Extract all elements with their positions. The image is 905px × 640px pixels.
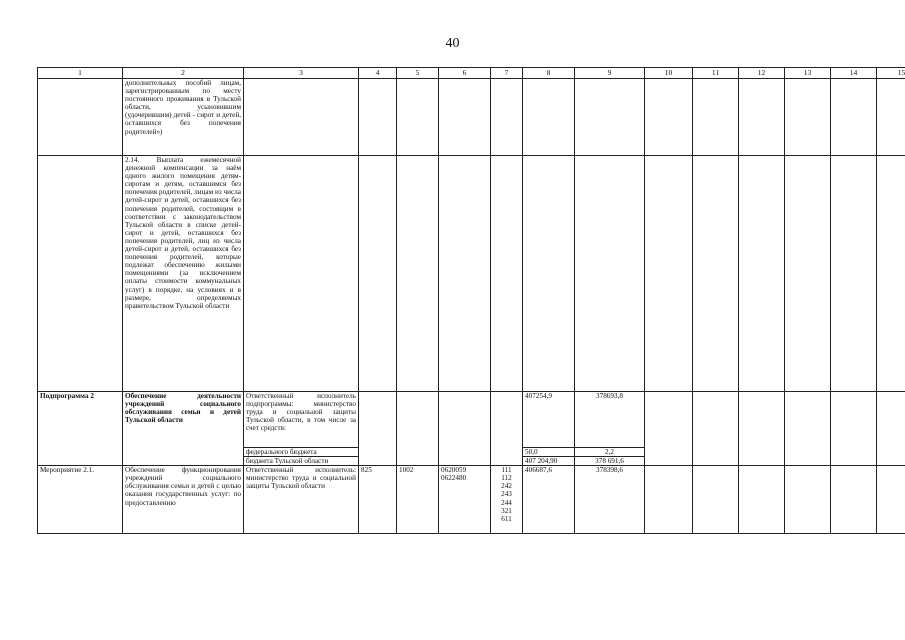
target-article-code: 0620059 — [441, 466, 467, 475]
col-header: 9 — [575, 68, 645, 79]
col-header: 10 — [645, 68, 693, 79]
col-header: 11 — [693, 68, 739, 79]
amount-value: 407 204,90 — [523, 457, 575, 466]
col-header: 12 — [739, 68, 785, 79]
table-row — [38, 156, 905, 392]
funding-source: бюджета Тульской области — [244, 457, 359, 466]
amount-value: 407254,9 — [523, 392, 575, 448]
expense-type-code: 112 — [501, 474, 512, 483]
col-header: 3 — [244, 68, 359, 79]
subprogram-title: Обеспечение деятельности учреждений социального обслуживания семьи и детей Тульской области — [123, 392, 244, 466]
amount-value: 50,0 — [523, 448, 575, 457]
expense-type-code: 243 — [501, 490, 512, 499]
measure-label: Мероприятие 2.1. — [38, 466, 123, 534]
ministry-code: 825 — [359, 466, 397, 534]
col-header: 6 — [439, 68, 491, 79]
target-article-code: 0622480 — [441, 474, 467, 483]
col-header: 2 — [123, 68, 244, 79]
budget-table — [37, 67, 905, 534]
col-header: 8 — [523, 68, 575, 79]
funding-source: федерального бюджета — [244, 448, 359, 457]
expense-type-code: 111 — [501, 466, 512, 475]
section-code: 1002 — [397, 466, 439, 534]
amount-value: 2,2 — [575, 448, 645, 457]
measure-row — [38, 466, 905, 534]
measure-description: дополнительных пособий лицам, зарегистрированным по месту постоянного проживания в Тульской области, усыновившим (удочерившим) детей - сирот и детей, оставшихся без попечения родителей») — [123, 79, 244, 156]
amount-value: 406687,6 — [523, 466, 575, 534]
col-header: 14 — [831, 68, 877, 79]
expense-type-code: 611 — [501, 514, 512, 523]
responsible-executor: Ответственный исполнитель: министерство труда и социальной защиты Тульской области — [244, 466, 359, 534]
measure-description: Обеспечение функционирования учреждений социального обслуживания семьи и детей с целью оказания государственных услуг: по предоставлению — [123, 466, 244, 534]
expense-type-code: 321 — [501, 506, 512, 515]
amount-value: 378398,6 — [575, 466, 645, 534]
column-number-row — [38, 68, 905, 79]
col-header: 13 — [785, 68, 831, 79]
col-header: 5 — [397, 68, 439, 79]
col-header: 4 — [359, 68, 397, 79]
col-header: 7 — [491, 68, 523, 79]
subprogram-row — [38, 392, 905, 448]
measure-description: 2.14. Выплата ежемесячной денежной компенсации за наём одного жилого помещения детям-сиротам и детям, оставшимся без попечения родителей, лицам из числа детей-сирот и детей, оставшихся без попечения родителей, состоящим в соответствии с законодательством Тульской области в списке детей-сирот и детей, оставшихся без попечения родителей, лиц из числа детей-сирот и детей, оставшихся без попечения родителей, которые подлежат обеспечению жилыми помещениями (за исключением оплаты стоимости коммунальных услуг) в порядке, на условиях и в размере, определяемых правительством Тульской области — [123, 156, 244, 392]
responsible-executor: Ответственный исполнитель подпрограммы: министерство труда и социальной защиты Тульской области, в том числе за счет средств: — [244, 392, 359, 448]
amount-value: 378 691,6 — [575, 457, 645, 466]
page-number: 40 — [445, 36, 460, 51]
target-article-codes — [439, 466, 491, 534]
table-row — [38, 79, 905, 156]
amount-value: 378693,8 — [575, 392, 645, 448]
col-header: 15 — [877, 68, 905, 79]
subprogram-label: Подпрограмма 2 — [38, 392, 123, 466]
expense-type-code: 242 — [501, 482, 512, 491]
expense-type-codes — [491, 466, 523, 534]
col-header: 1 — [38, 68, 123, 79]
expense-type-code: 244 — [501, 498, 512, 507]
